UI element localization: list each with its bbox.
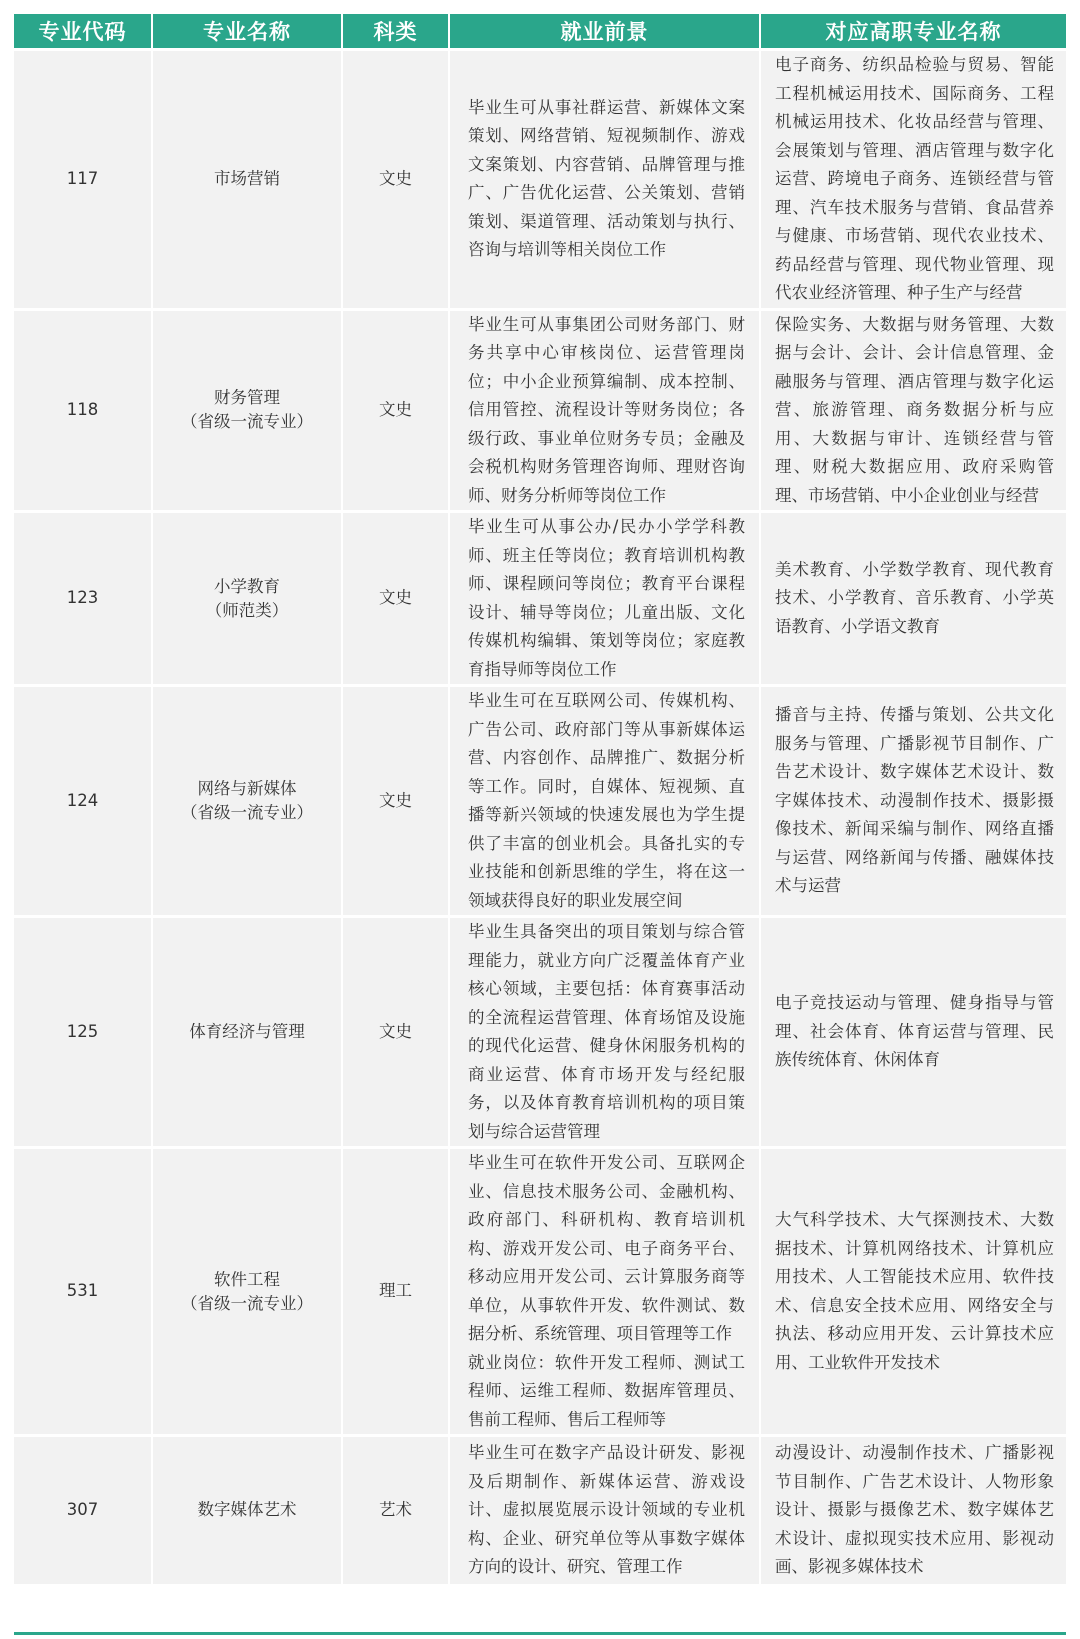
cell-code: 123 [14,512,152,686]
prospects-paragraph: 毕业生可在互联网公司、传媒机构、广告公司、政府部门等从事新媒体运营、内容创作、品牌推广、数据分析等工作。同时，自媒体、短视频、直播等新兴领域的快速发展也为学生提供了丰富的创业机会。具备扎实的专业技能和创新思维的学生，将在这一领域获得良好的职业发展空间 [468,691,745,910]
table-row [14,309,1066,512]
header-vocational-majors: 对应高职专业名称 [760,14,1066,50]
header-code: 专业代码 [14,14,152,50]
cell-vocational-majors: 电子竞技运动与管理、健身指导与管理、社会体育、体育运营与管理、民族传统体育、休闲体育 [760,917,1066,1148]
table-row [14,512,1066,686]
major-name: 小学教育 [214,576,280,596]
major-name: 软件工程 [214,1269,280,1289]
prospects-paragraph: 毕业生具备突出的项目策划与综合管理能力，就业方向广泛覆盖体育产业核心领域，主要包括：体育赛事活动的全流程运营管理、体育场馆及设施的现代化运营、健身休闲服务机构的商业运营、体育市场开发与经纪服务，以及体育教育培训机构的项目策划与综合运营管理 [468,922,745,1141]
cell-name [152,50,342,310]
table-row [14,686,1066,917]
cell-name [152,512,342,686]
cell-vocational-majors: 播音与主持、传播与策划、公共文化服务与管理、广播影视节目制作、广告艺术设计、数字媒体艺术设计、数字媒体技术、动漫制作技术、摄影摄像技术、新闻采编与制作、网络直播与运营、网络新闻与传播、融媒体技术与运营 [760,686,1066,917]
table-row [14,1436,1066,1584]
prospects-paragraph: 毕业生可从事公办/民办小学学科教师、班主任等岗位；教育培训机构教师、课程顾问等岗位；教育平台课程设计、辅导等岗位；儿童出版、文化传媒机构编辑、策划等岗位；家庭教育指导师等岗位工作 [468,517,745,679]
cell-vocational-majors: 动漫设计、动漫制作技术、广播影视节目制作、广告艺术设计、人物形象设计、摄影与摄像艺术、数字媒体艺术设计、虚拟现实技术应用、影视动画、影视多媒体技术 [760,1436,1066,1584]
cell-code: 307 [14,1436,152,1584]
cell-category: 艺术 [342,1436,449,1584]
prospects-paragraph: 毕业生可从事社群运营、新媒体文案策划、网络营销、短视频制作、游戏文案策划、内容营销、品牌管理与推广、广告优化运营、公关策划、营销策划、渠道管理、活动策划与执行、咨询与培训等相关岗位工作 [468,97,745,260]
table-header-row [14,14,1066,50]
major-name-note: （省级一流专业） [181,1293,313,1313]
header-prospects: 就业前景 [449,14,760,50]
major-name-note: （师范类） [205,600,289,620]
major-table [14,14,1066,1584]
cell-prospects [449,686,760,917]
cell-name [152,686,342,917]
major-name-note: （省级一流专业） [181,412,313,432]
major-name: 数字媒体艺术 [197,1500,297,1520]
cell-vocational-majors: 大气科学技术、大气探测技术、大数据技术、计算机网络技术、计算机应用技术、人工智能技术应用、软件技术、信息安全技术应用、网络安全与执法、移动应用开发、云计算技术应用、工业软件开发技术 [760,1148,1066,1436]
cell-name [152,1436,342,1584]
cell-category: 文史 [342,686,449,917]
major-table-container [14,14,1066,1584]
cell-vocational-majors: 电子商务、纺织品检验与贸易、智能工程机械运用技术、国际商务、工程机械运用技术、化妆品经营与管理、会展策划与管理、酒店管理与数字化运营、跨境电子商务、连锁经营与管理、汽车技术服务与营销、食品营养与健康、市场营销、现代农业技术、药品经营与管理、现代物业管理、现代农业经济管理、种子生产与经营 [760,50,1066,310]
major-name: 财务管理 [214,388,280,408]
cell-category: 文史 [342,512,449,686]
cell-category: 文史 [342,50,449,310]
prospects-paragraph: 毕业生可在数字产品设计研发、影视及后期制作、新媒体运营、游戏设计、虚拟展览展示设计领域的专业机构、企业、研究单位等从事数字媒体方向的设计、研究、管理工作 [468,1443,745,1576]
cell-prospects [449,917,760,1148]
major-name-note: （省级一流专业） [181,803,313,822]
cell-code: 117 [14,50,152,310]
cell-prospects [449,512,760,686]
prospects-paragraph: 就业岗位：软件开发工程师、测试工程师、运维工程师、数据库管理员、售前工程师、售后工程师等 [468,1352,745,1429]
table-row [14,1148,1066,1436]
cell-prospects [449,50,760,310]
cell-name [152,309,342,512]
cell-code: 531 [14,1148,152,1436]
cell-prospects [449,309,760,512]
cell-name [152,917,342,1148]
cell-vocational-majors: 保险实务、大数据与财务管理、大数据与会计、会计、会计信息管理、金融服务与管理、酒店管理与数字化运营、旅游管理、商务数据分析与应用、大数据与审计、连锁经营与管理、财税大数据应用、政府采购管理、市场营销、中小企业创业与经营 [760,309,1066,512]
header-category: 科类 [342,14,449,50]
cell-code: 125 [14,917,152,1148]
major-name: 体育经济与管理 [189,1022,305,1041]
cell-code: 124 [14,686,152,917]
prospects-paragraph: 毕业生可从事集团公司财务部门、财务共享中心审核岗位、运营管理岗位；中小企业预算编制、成本控制、信用管控、流程设计等财务岗位；各级行政、事业单位财务专员；金融及会税机构财务管理咨询师、理财咨询师、财务分析师等岗位工作 [468,314,745,505]
major-name: 市场营销 [214,169,280,189]
cell-category: 理工 [342,1148,449,1436]
bottom-accent-line [14,1632,1066,1635]
cell-category: 文史 [342,917,449,1148]
cell-category: 文史 [342,309,449,512]
cell-vocational-majors: 美术教育、小学数学教育、现代教育技术、小学教育、音乐教育、小学英语教育、小学语文教育 [760,512,1066,686]
cell-code: 118 [14,309,152,512]
header-name: 专业名称 [152,14,342,50]
major-name: 网络与新媒体 [197,779,297,798]
cell-prospects [449,1148,760,1436]
table-row [14,917,1066,1148]
prospects-paragraph: 毕业生可在软件开发公司、互联网企业、信息技术服务公司、金融机构、政府部门、科研机构、教育培训机构、游戏开发公司、电子商务平台、移动应用开发公司、云计算服务商等单位，从事软件开发、软件测试、数据分析、系统管理、项目管理等工作 [468,1153,745,1343]
table-row [14,50,1066,310]
cell-prospects [449,1436,760,1584]
cell-name [152,1148,342,1436]
